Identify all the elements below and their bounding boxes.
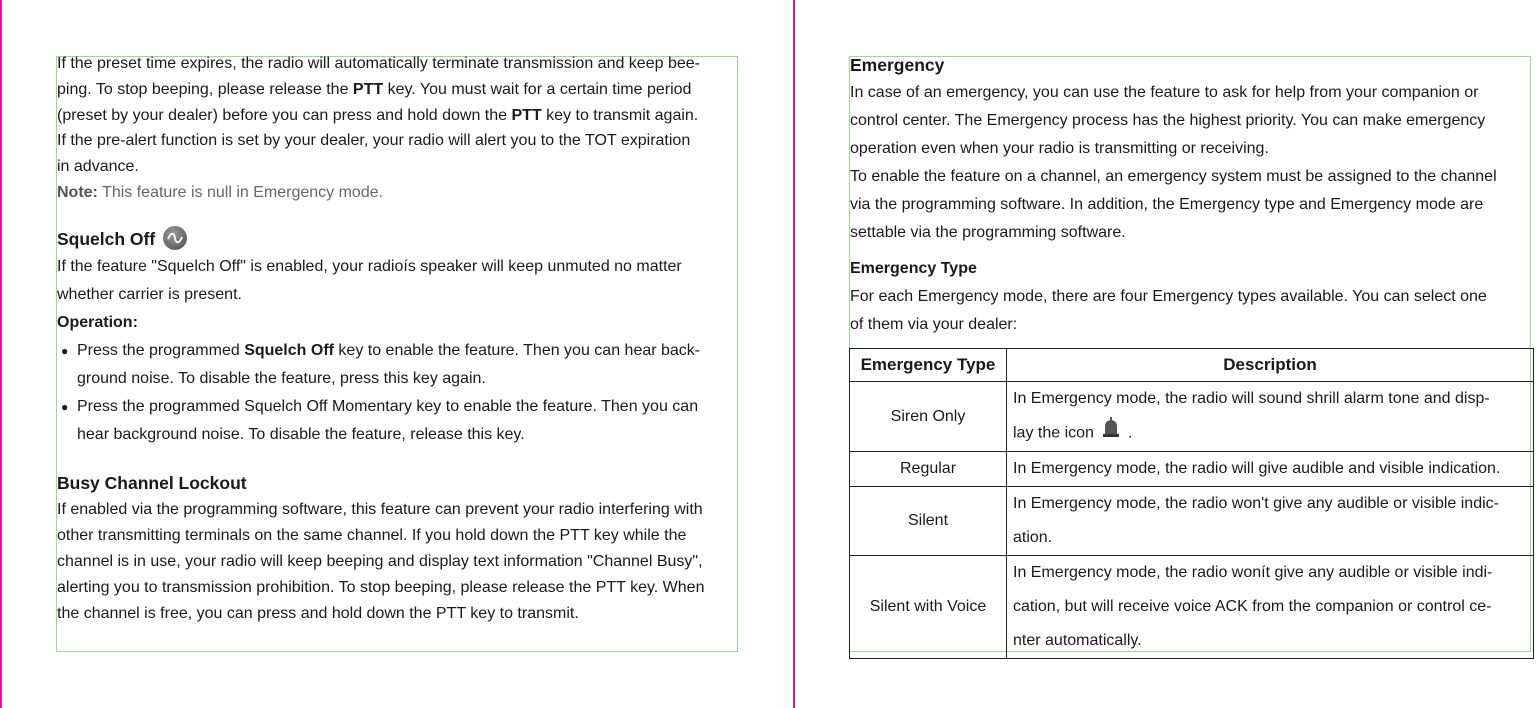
bullet-item: ● Press the programmed Squelch Off key to enable the feature. Then you can hear back- ground noise. To disable the feature, press this key again. (57, 337, 704, 393)
busy-channel-lockout-heading: Busy Channel Lockout (57, 472, 247, 493)
intro-paragraph (57, 51, 704, 180)
left-page-edge (0, 0, 2, 708)
left-column (57, 51, 704, 627)
table-header-row (850, 349, 1534, 382)
squelch-description-line: whether carrier is present. (57, 285, 242, 303)
emergency-type-heading: Emergency Type (850, 260, 977, 277)
table-row (850, 382, 1534, 452)
intro-line: in advance. (57, 158, 139, 176)
header-description: Description (1007, 349, 1534, 382)
header-emergency-type: Emergency Type (850, 349, 1007, 382)
emergency-type-line: For each Emergency mode, there are four Emergency types available. You can select one (850, 288, 1487, 305)
emergency-heading: Emergency (850, 55, 945, 75)
description-cell: In Emergency mode, the radio will give audible and visible indication. (1007, 452, 1534, 487)
squelch-off-heading: Squelch Off (57, 225, 704, 253)
bullet-dot: ● (61, 399, 69, 414)
table-row (850, 452, 1534, 487)
operation-label: Operation: (57, 313, 138, 331)
intro-line: If the pre-alert function is set by your dealer, your radio will alert you to the TOT expiration (57, 132, 691, 150)
intro-line: (preset by your dealer) before you can press and hold down the PTT key to transmit again. (57, 106, 699, 124)
table-row (850, 487, 1534, 556)
busy-paragraph: If enabled via the programming software, this feature can prevent your radio interfering with other transmitting terminals on the same channel. If you hold down the PTT key while the channel is in use, your radio will keep beeping and display text information "Channel Busy", alerting you to transmission prohibition. To stop beeping, please release the PTT key. When the channel is free, you can press and hold down the PTT key to transmit. (57, 500, 705, 622)
alarm-icon (1100, 416, 1122, 451)
right-column (850, 51, 1497, 339)
intro-line: If the preset time expires, the radio will automatically terminate transmission and keep bee- (57, 55, 700, 72)
description-cell: In Emergency mode, the radio will sound shrill alarm tone and disp- lay the icon . (1007, 382, 1534, 452)
type-cell: Silent (850, 487, 1007, 556)
page-divider (793, 0, 795, 708)
emergency-type-line: of them via your dealer: (850, 316, 1018, 333)
type-cell: Siren Only (850, 382, 1007, 452)
description-cell: In Emergency mode, the radio wonít give any audible or visible indi- cation, but will receive voice ACK from the companion or control ce- nter automatically. (1007, 556, 1534, 659)
squelch-off-icon (163, 226, 187, 250)
squelch-description-line: If the feature "Squelch Off" is enabled, your radioís speaker will keep unmuted no matter (57, 257, 682, 275)
note-text: This feature is null in Emergency mode. (97, 183, 384, 201)
intro-line: ping. To stop beeping, please release the PTT key. You must wait for a certain time period (57, 80, 692, 98)
bullet-item: ● Press the programmed Squelch Off Momentary key to enable the feature. Then you can hear background noise. To disable the feature, release this key. (57, 393, 704, 449)
bullet-dot: ● (61, 343, 69, 358)
note-line (57, 180, 704, 205)
type-cell: Regular (850, 452, 1007, 487)
emergency-type-table (849, 348, 1534, 659)
type-cell: Silent with Voice (850, 556, 1007, 659)
table-row (850, 556, 1534, 659)
emergency-paragraph: In case of an emergency, you can use the feature to ask for help from your companion or control center. The Emergency process has the highest priority. You can make emergency operation even when your radio is transmitting or receiving. To enable the feature on a channel, an emergency system must be assigned to the channel via the programming software. In addition, the Emergency type and Emergency mode are settable via the programming software. (850, 84, 1497, 241)
note-label: Note: (57, 183, 98, 201)
description-cell: In Emergency mode, the radio won't give any audible or visible indic- ation. (1007, 487, 1534, 556)
